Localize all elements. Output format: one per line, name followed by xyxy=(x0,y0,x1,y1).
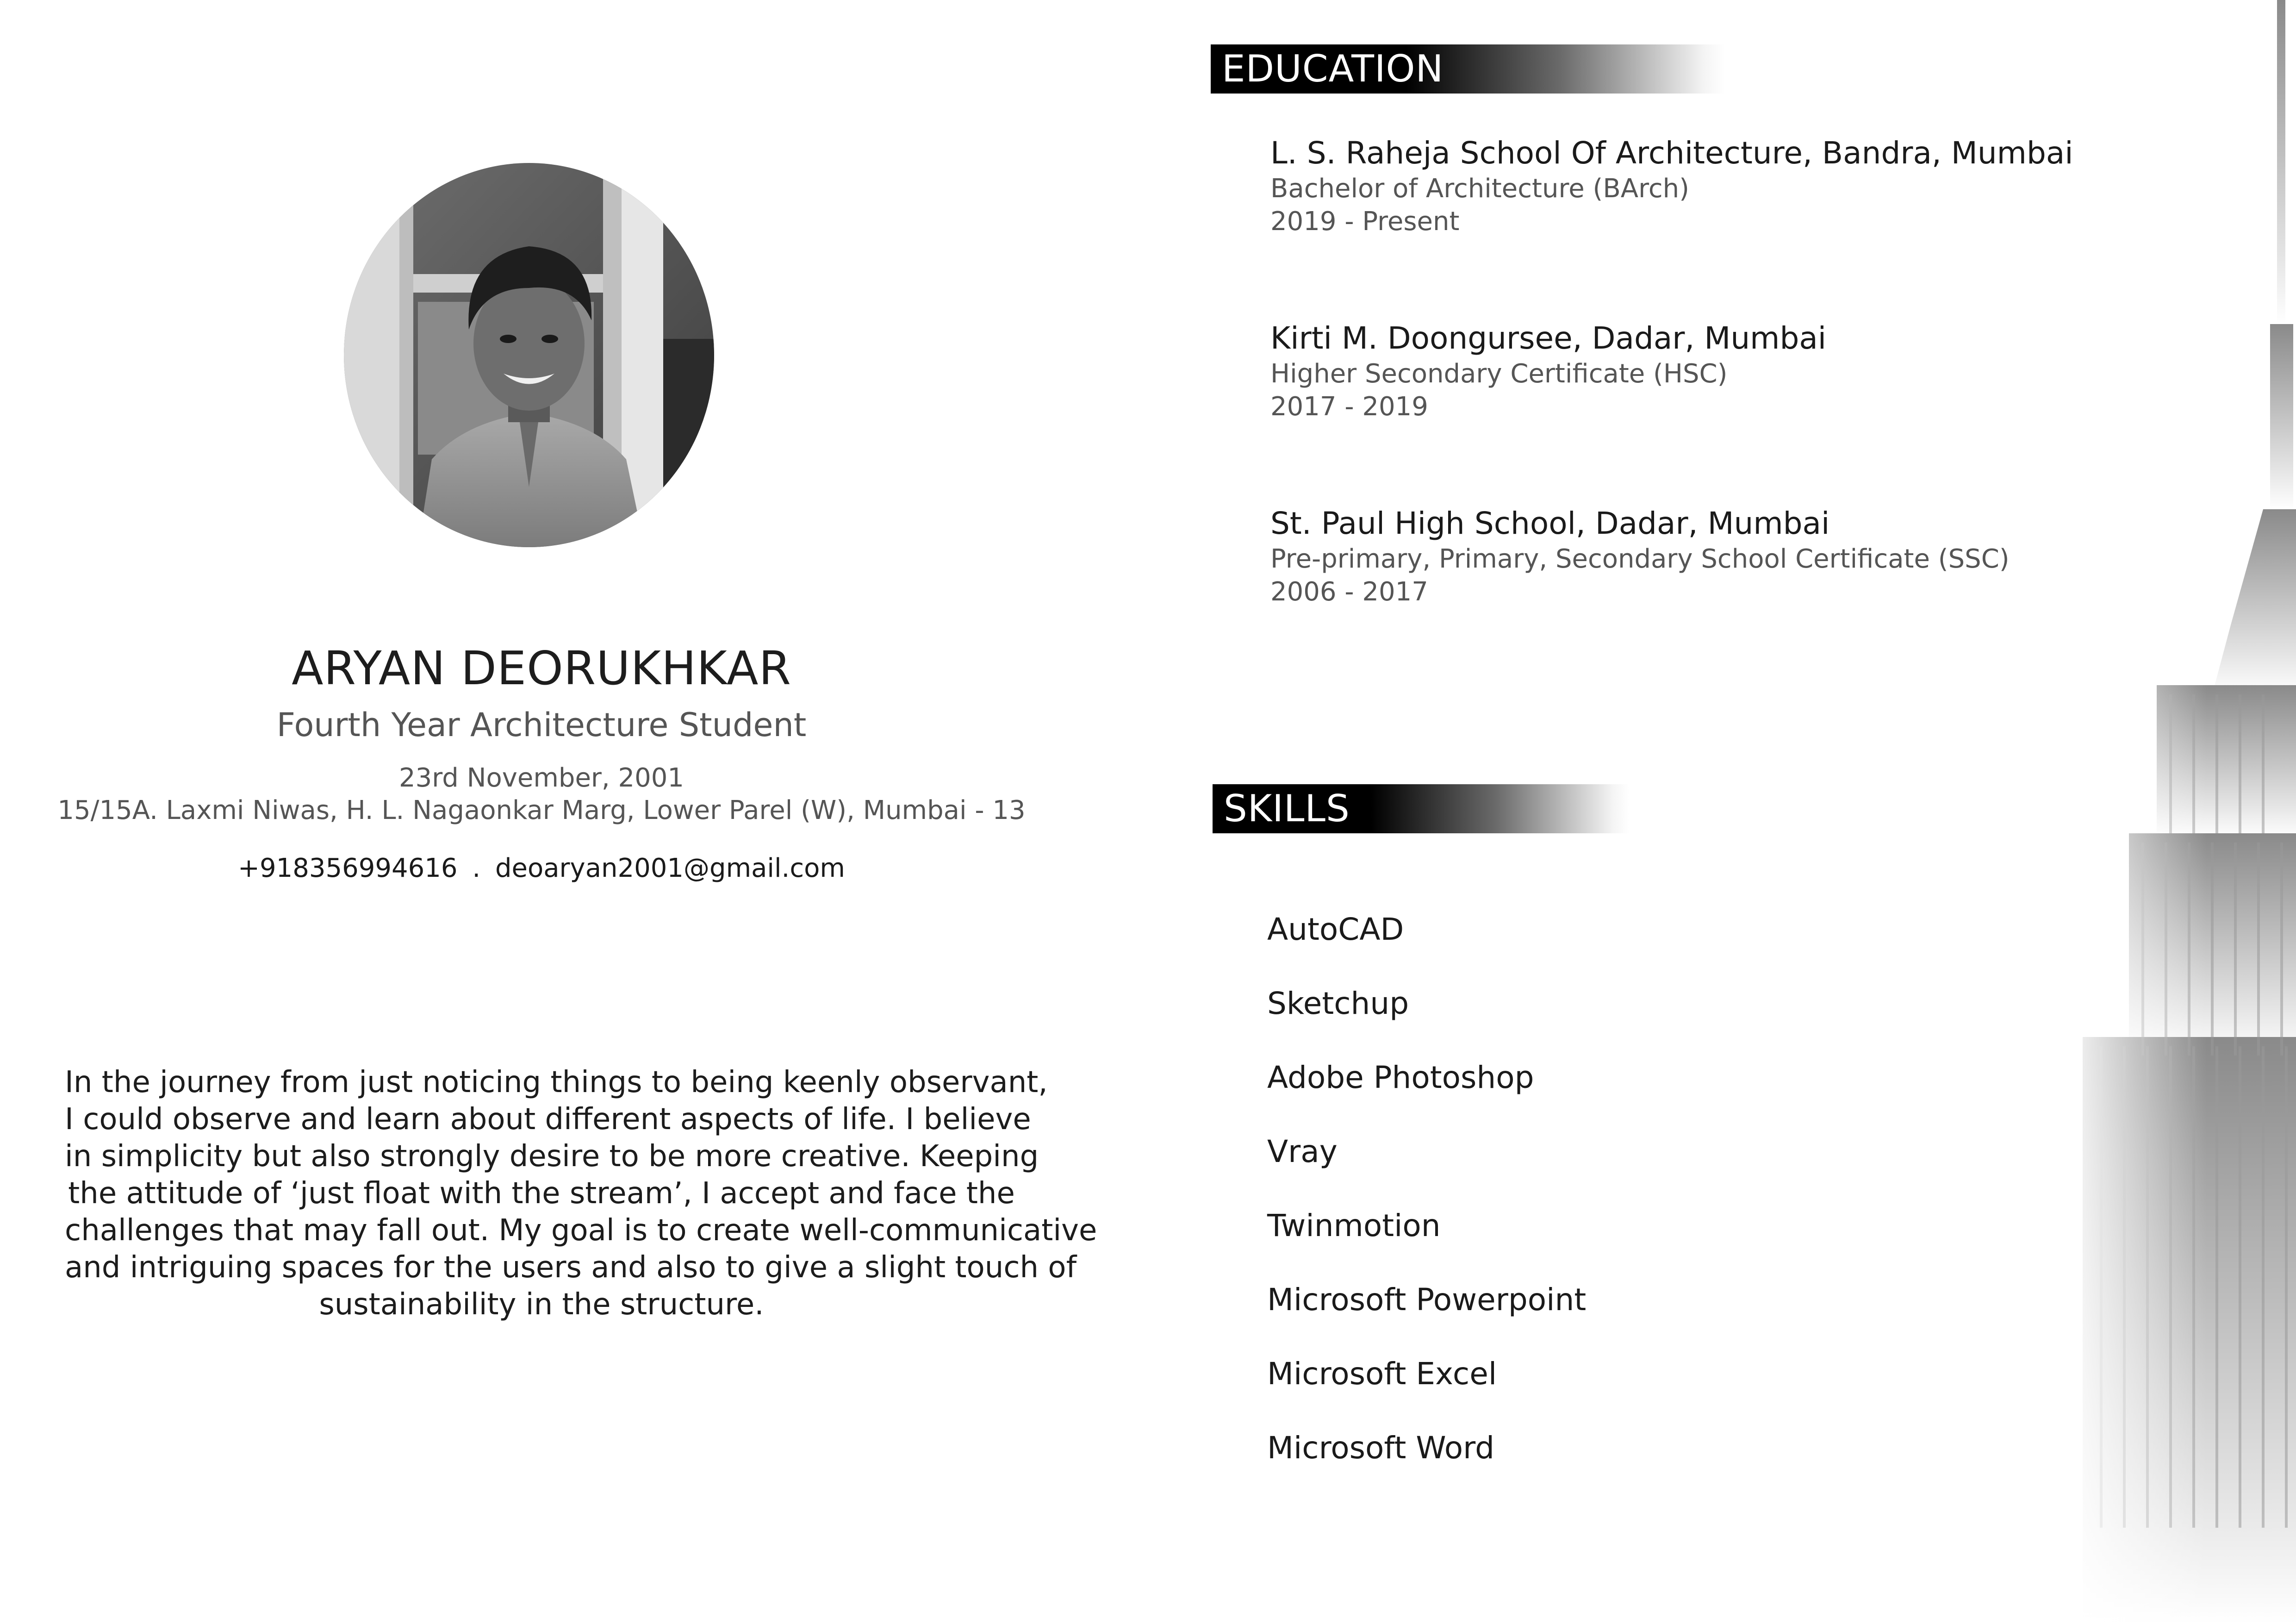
education-school: L. S. Raheja School Of Architecture, Bandra, Mumbai xyxy=(1270,135,2073,171)
postal-address: 15/15A. Laxmi Niwas, H. L. Nagaonkar Marg, Lower Parel (W), Mumbai - 13 xyxy=(57,795,1026,825)
profile-photo xyxy=(344,163,714,547)
skill-item: Adobe Photoshop xyxy=(1267,1060,1534,1095)
contact-line xyxy=(46,853,1037,883)
profile-photo-image xyxy=(344,163,714,547)
bio-paragraph xyxy=(65,1064,1097,1323)
bio-line: sustainability in the structure. xyxy=(319,1287,764,1322)
skill-item: Microsoft Word xyxy=(1267,1430,1494,1466)
contact-separator: . xyxy=(472,853,481,883)
skill-item: Microsoft Excel xyxy=(1267,1356,1497,1392)
bio-line: I could observe and learn about different aspects of life. I believe xyxy=(65,1102,1031,1137)
phone-number[interactable]: +918356994616 xyxy=(238,853,458,883)
education-title: EDUCATION xyxy=(1222,47,1444,90)
skill-item: AutoCAD xyxy=(1267,912,1404,947)
education-years: 2017 - 2019 xyxy=(1270,392,1428,422)
skyscraper-image xyxy=(2073,0,2296,1624)
date-of-birth: 23rd November, 2001 xyxy=(398,763,684,793)
education-entry xyxy=(1270,506,2150,607)
bio-line: challenges that may fall out. My goal is to create well-communicative xyxy=(65,1213,1097,1248)
skill-item: Microsoft Powerpoint xyxy=(1267,1282,1587,1318)
education-entry xyxy=(1270,320,2150,422)
education-header xyxy=(1211,44,1724,94)
skills-header xyxy=(1213,784,1629,833)
education-years: 2019 - Present xyxy=(1270,206,1460,237)
education-degree: Pre-primary, Primary, Secondary School Certificate (SSC) xyxy=(1270,544,2010,574)
bio-line: in simplicity but also strongly desire to be more creative. Keeping xyxy=(65,1139,1039,1174)
skills-title: SKILLS xyxy=(1224,787,1350,830)
person-subtitle: Fourth Year Architecture Student xyxy=(276,706,807,744)
bio-line: and intriguing spaces for the users and also to give a slight touch of xyxy=(65,1250,1077,1285)
education-school: St. Paul High School, Dadar, Mumbai xyxy=(1270,506,1830,541)
skill-item: Vray xyxy=(1267,1134,1338,1169)
bio-line: the attitude of ‘just float with the stream’, I accept and face the xyxy=(68,1176,1015,1211)
skill-item: Sketchup xyxy=(1267,986,1409,1021)
skills-list xyxy=(1267,911,1823,1504)
skill-item: Twinmotion xyxy=(1267,1208,1441,1243)
education-school: Kirti M. Doongursee, Dadar, Mumbai xyxy=(1270,320,1827,356)
bio-line: In the journey from just noticing things to being keenly observant, xyxy=(65,1065,1048,1099)
education-years: 2006 - 2017 xyxy=(1270,577,1428,607)
education-degree: Bachelor of Architecture (BArch) xyxy=(1270,174,1690,204)
skyscraper-drawing xyxy=(2073,0,2296,1624)
education-entry xyxy=(1270,135,2150,237)
email-address[interactable]: deoaryan2001@gmail.com xyxy=(495,853,845,883)
person-name: ARYAN DEORUKHKAR xyxy=(292,641,791,695)
education-degree: Higher Secondary Certificate (HSC) xyxy=(1270,359,1728,389)
